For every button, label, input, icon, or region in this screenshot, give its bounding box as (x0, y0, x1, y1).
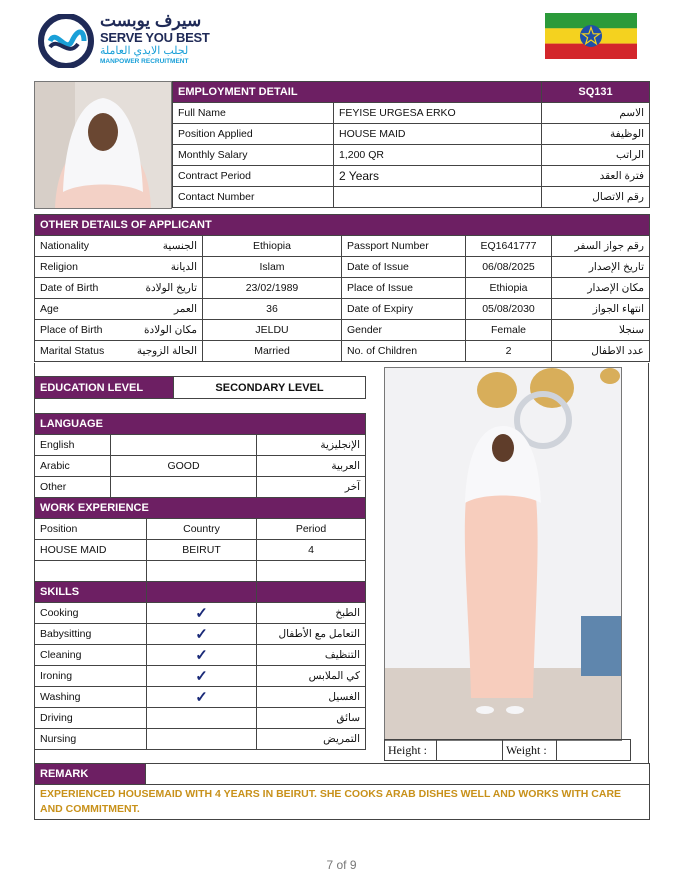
date-of-birth-value: 23/02/1989 (203, 278, 342, 299)
gender-label: Gender (342, 320, 466, 341)
language-row (35, 456, 366, 477)
marital-status-value: Married (203, 341, 342, 362)
skill-row (35, 666, 366, 687)
date-of-issue-value: 06/08/2025 (466, 257, 552, 278)
logo-english: SERVE YOU BEST (100, 30, 210, 45)
skill-cleaning-label: Cleaning (35, 645, 147, 666)
place-of-birth-label-en: Place of Birth (40, 324, 103, 336)
logo-arabic: سيرف يوبست (100, 11, 202, 30)
employment-row (173, 145, 650, 166)
salary-arabic-label: الراتب (542, 145, 650, 166)
place-of-issue-value: Ethiopia (466, 278, 552, 299)
full-name-arabic-label: الاسم (542, 103, 650, 124)
skills-title: SKILLS (35, 582, 147, 603)
ethiopia-flag-icon (545, 13, 637, 59)
skill-row (35, 645, 366, 666)
skill-ironing-arabic-label: كي الملابس (257, 666, 366, 687)
contact-number-value (334, 187, 542, 208)
date-of-issue-arabic-label: تاريخ الإصدار (552, 257, 650, 278)
employment-detail-table (172, 81, 650, 208)
skill-row (35, 708, 366, 729)
weight-value (557, 740, 631, 761)
weight-label: Weight : (503, 740, 557, 761)
work-experience-title: WORK EXPERIENCE (35, 498, 366, 519)
remark-title: REMARK (35, 764, 146, 785)
contract-period-arabic-label: فترة العقد (542, 166, 650, 187)
education-level-label: EDUCATION LEVEL (35, 377, 174, 399)
work-country-value: BEIRUT (147, 540, 257, 561)
height-weight-row (385, 740, 631, 761)
marital-status-label-ar: الحالة الزوجية (136, 345, 197, 357)
language-title: LANGUAGE (35, 414, 366, 435)
age-label (35, 299, 203, 320)
age-label-en: Age (40, 303, 59, 315)
skill-babysitting-label: Babysitting (35, 624, 147, 645)
skill-cooking-label: Cooking (35, 603, 147, 624)
age-value: 36 (203, 299, 342, 320)
date-of-expiry-label: Date of Expiry (342, 299, 466, 320)
date-of-expiry-arabic-label: انتهاء الجواز (552, 299, 650, 320)
marital-status-label-en: Marital Status (40, 345, 105, 357)
employment-row (173, 166, 650, 187)
place-of-issue-arabic-label: مكان الإصدار (552, 278, 650, 299)
other-details-row (35, 320, 650, 341)
logo-arabic-sub: لجلب الايدي العاملة (100, 45, 189, 57)
other-details-title: OTHER DETAILS OF APPLICANT (35, 215, 650, 236)
remark-text: EXPERIENCED HOUSEMAID WITH 4 YEARS IN BEIRUT. SHE COOKS ARAB DISHES WELL AND WORKS WITH CARE AND COMMITMENT. (35, 785, 650, 820)
skills-header-row (35, 582, 366, 603)
work-period-value: 4 (257, 540, 366, 561)
other-details-header-row (35, 215, 650, 236)
other-details-table (34, 214, 650, 362)
applicant-portrait-photo (34, 81, 172, 209)
work-country-header: Country (147, 519, 257, 540)
skill-ironing-label: Ironing (35, 666, 147, 687)
language-row (35, 477, 366, 498)
skill-babysitting-arabic-label: التعامل مع الأطفال (257, 624, 366, 645)
contact-number-label: Contact Number (173, 187, 334, 208)
religion-label-ar: الديانة (170, 261, 197, 273)
work-row (35, 540, 366, 561)
contract-period-value: 2 Years (334, 166, 542, 187)
skill-cooking-check-icon: ✓ (147, 603, 257, 624)
work-row (35, 561, 366, 582)
skill-babysitting-check-icon: ✓ (147, 624, 257, 645)
language-english-value (111, 435, 257, 456)
work-header-row (35, 498, 366, 519)
children-value: 2 (466, 341, 552, 362)
work-position-value (35, 561, 147, 582)
education-row (35, 377, 366, 399)
language-english-arabic-label: الإنجليزية (257, 435, 366, 456)
language-work-skills-table (34, 413, 366, 750)
place-of-birth-label-ar: مكان الولادة (144, 324, 197, 336)
employment-row (173, 103, 650, 124)
language-arabic-arabic-label: العربية (257, 456, 366, 477)
height-weight-table (384, 739, 631, 761)
children-arabic-label: عدد الاطفال (552, 341, 650, 362)
remark-row (35, 785, 650, 820)
skill-washing-label: Washing (35, 687, 147, 708)
nationality-label-en: Nationality (40, 240, 90, 252)
passport-number-value: EQ1641777 (466, 236, 552, 257)
language-arabic-label: Arabic (35, 456, 111, 477)
date-of-birth-label-en: Date of Birth (40, 282, 99, 294)
language-row (35, 435, 366, 456)
other-details-row (35, 278, 650, 299)
position-label: Position Applied (173, 124, 334, 145)
language-other-label: Other (35, 477, 111, 498)
logo-emblem-icon (38, 14, 94, 68)
employment-header-row (173, 82, 650, 103)
contract-period-label: Contract Period (173, 166, 334, 187)
passport-number-arabic-label: رقم جواز السفر (552, 236, 650, 257)
skill-row (35, 603, 366, 624)
age-label-ar: العمر (173, 303, 197, 315)
skill-driving-arabic-label: سائق (257, 708, 366, 729)
other-details-row (35, 236, 650, 257)
other-details-row (35, 299, 650, 320)
applicant-code: SQ131 (542, 82, 650, 103)
place-of-birth-label (35, 320, 203, 341)
remark-table (34, 763, 650, 820)
work-column-headers (35, 519, 366, 540)
passport-number-label: Passport Number (342, 236, 466, 257)
skill-nursing-check-icon (147, 729, 257, 750)
remark-header-spacer (146, 764, 650, 785)
skill-nursing-arabic-label: التمريض (257, 729, 366, 750)
remark-header-row (35, 764, 650, 785)
salary-value: 1,200 QR (334, 145, 542, 166)
position-value: HOUSE MAID (334, 124, 542, 145)
date-of-issue-label: Date of Issue (342, 257, 466, 278)
skill-cooking-arabic-label: الطبخ (257, 603, 366, 624)
other-details-row (35, 257, 650, 278)
salary-label: Monthly Salary (173, 145, 334, 166)
employment-row (173, 187, 650, 208)
nationality-value: Ethiopia (203, 236, 342, 257)
company-logo (38, 11, 216, 68)
gender-arabic-label: سنجلا (552, 320, 650, 341)
date-of-birth-label-ar: تاريخ الولادة (145, 282, 197, 294)
language-arabic-value: GOOD (111, 456, 257, 477)
applicant-full-body-photo (384, 367, 622, 741)
skill-washing-check-icon: ✓ (147, 687, 257, 708)
work-position-header: Position (35, 519, 147, 540)
height-label: Height : (385, 740, 437, 761)
skill-row (35, 624, 366, 645)
full-body-illustration (385, 368, 621, 740)
language-header-row (35, 414, 366, 435)
skill-cleaning-arabic-label: التنظيف (257, 645, 366, 666)
place-of-issue-label: Place of Issue (342, 278, 466, 299)
position-arabic-label: الوظيفة (542, 124, 650, 145)
skill-driving-label: Driving (35, 708, 147, 729)
education-level-value: SECONDARY LEVEL (174, 377, 366, 399)
skill-cleaning-check-icon: ✓ (147, 645, 257, 666)
nationality-label-ar: الجنسية (162, 240, 197, 252)
language-other-value (111, 477, 257, 498)
portrait-illustration (35, 82, 171, 208)
marital-status-label (35, 341, 203, 362)
gender-value: Female (466, 320, 552, 341)
full-name-value: FEYISE URGESA ERKO (334, 103, 542, 124)
nationality-label (35, 236, 203, 257)
children-label: No. of Children (342, 341, 466, 362)
religion-label (35, 257, 203, 278)
language-english-label: English (35, 435, 111, 456)
work-country-value (147, 561, 257, 582)
page-number: 7 of 9 (326, 858, 357, 872)
employment-detail-title: EMPLOYMENT DETAIL (173, 82, 542, 103)
skill-washing-arabic-label: الغسيل (257, 687, 366, 708)
work-position-value: HOUSE MAID (35, 540, 147, 561)
religion-value: Islam (203, 257, 342, 278)
other-details-row (35, 341, 650, 362)
skills-header-spacer (257, 582, 366, 603)
employment-row (173, 124, 650, 145)
date-of-birth-label (35, 278, 203, 299)
work-period-value (257, 561, 366, 582)
work-period-header: Period (257, 519, 366, 540)
skill-ironing-check-icon: ✓ (147, 666, 257, 687)
date-of-expiry-value: 05/08/2030 (466, 299, 552, 320)
education-level-table (34, 376, 366, 399)
skills-header-spacer (147, 582, 257, 603)
logo-subtitle: MANPOWER RECRUITMENT (100, 58, 189, 65)
skill-driving-check-icon (147, 708, 257, 729)
skill-row (35, 729, 366, 750)
place-of-birth-value: JELDU (203, 320, 342, 341)
height-value (437, 740, 503, 761)
contact-number-arabic-label: رقم الاتصال (542, 187, 650, 208)
language-other-arabic-label: آخر (257, 477, 366, 498)
full-name-label: Full Name (173, 103, 334, 124)
skill-row (35, 687, 366, 708)
religion-label-en: Religion (40, 261, 78, 273)
skill-nursing-label: Nursing (35, 729, 147, 750)
